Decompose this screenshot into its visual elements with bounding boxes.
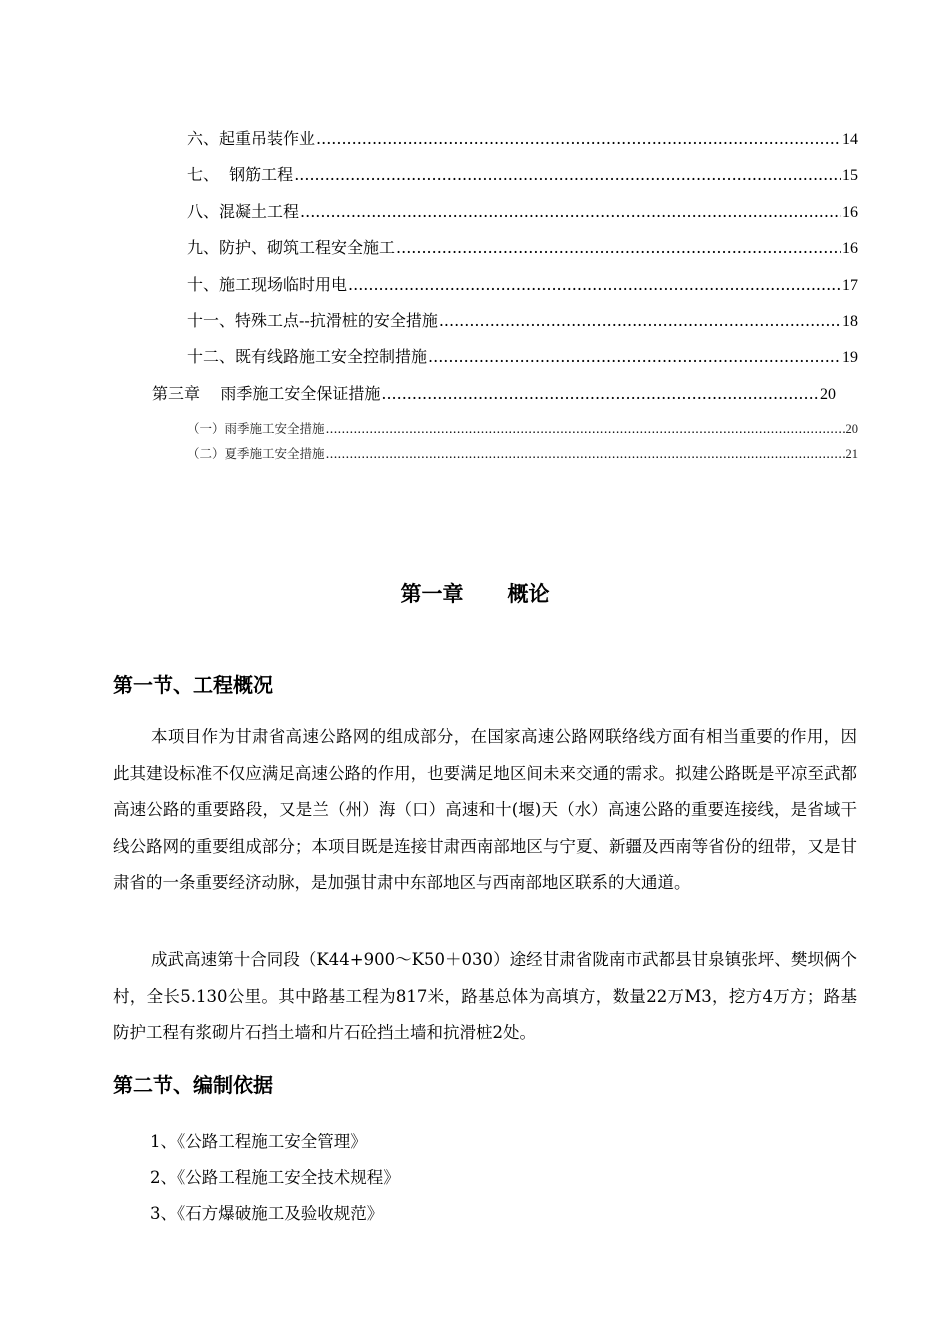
toc-entry[interactable] <box>187 308 858 331</box>
toc-entry-page: 16 <box>842 204 858 221</box>
toc-entry-title: 八、混凝土工程 <box>187 202 300 221</box>
toc-chapter-title: 第三章 雨季施工安全保证措施 <box>152 384 381 403</box>
toc-chapter-page: 20 <box>820 386 836 403</box>
toc-leader-dots <box>439 311 841 330</box>
toc-leader-dots <box>294 165 841 184</box>
toc-entry-title: 九、防护、砌筑工程安全施工 <box>187 238 396 257</box>
toc-entry-title: 六、起重吊装作业 <box>187 129 316 148</box>
list-item: 1、《公路工程施工安全管理》 <box>150 1132 367 1151</box>
toc-chapter-entry[interactable] <box>152 381 836 404</box>
chapter-number: 第一章 <box>400 582 464 606</box>
paragraph-contract-section: 成武高速第十合同段（K44+900～K50＋030）途经甘肃省陇南市武都县甘泉镇张坪、樊坝俩个村，全长5.130公里。其中路基工程为817米，路基总体为高填方，数量22万M3，挖方4万方；路基防护工程有浆砌片石挡土墙和片石砼挡土墙和抗滑桩2处。 <box>113 950 857 1042</box>
chapter-heading <box>0 578 950 608</box>
toc-sub-entry-page: 21 <box>845 447 858 461</box>
toc-leader-dots <box>316 129 841 148</box>
toc-entry[interactable] <box>187 126 858 149</box>
toc-entry[interactable] <box>187 272 858 295</box>
toc-leader-dots <box>428 347 841 366</box>
toc-leader-dots <box>326 421 845 436</box>
section-heading-overview: 第一节、工程概况 <box>113 673 273 697</box>
toc-entry-page: 19 <box>842 349 858 366</box>
toc-sub-entry-title: （一）雨季施工安全措施 <box>187 421 325 436</box>
toc-entry-title: 十一、特殊工点--抗滑桩的安全措施 <box>187 311 438 330</box>
toc-entry-title: 七、 钢筋工程 <box>187 165 294 184</box>
toc-sub-entry[interactable] <box>187 419 858 437</box>
toc-leader-dots <box>348 275 841 294</box>
toc-leader-dots <box>381 384 819 403</box>
toc-sub-entry-title: （二）夏季施工安全措施 <box>187 446 325 461</box>
toc-entry-page: 15 <box>842 167 858 184</box>
toc-entry[interactable] <box>187 162 858 185</box>
toc-entry[interactable] <box>187 235 858 258</box>
toc-entry-page: 17 <box>842 277 858 294</box>
toc-leader-dots <box>300 202 841 221</box>
toc-sub-entry[interactable] <box>187 444 858 462</box>
toc-entry-title: 十二、既有线路施工安全控制措施 <box>187 347 428 366</box>
toc-entry[interactable] <box>187 199 858 222</box>
chapter-name: 概论 <box>507 582 550 606</box>
paragraph-project-overview: 本项目作为甘肃省高速公路网的组成部分，在国家高速公路网联络线方面有相当重要的作用，因此其建设标准不仅应满足高速公路的作用，也要满足地区间未来交通的需求。拟建公路既是平凉至武都高速公路的重要路段，又是兰（州）海（口）高速和十(堰)天（水）高速公路的重要连接线，是省域干线公路网的重要组成部分；本项目既是连接甘肃西南部地区与宁夏、新疆及西南等省份的纽带，又是甘肃省的一条重要经济动脉，是加强甘肃中东部地区与西南部地区联系的大通道。 <box>113 727 857 892</box>
toc-entry-page: 16 <box>842 240 858 257</box>
toc-entry[interactable] <box>187 344 858 367</box>
toc-entry-page: 14 <box>842 131 858 148</box>
toc-entry-page: 18 <box>842 313 858 330</box>
toc-sub-entry-page: 20 <box>845 422 858 436</box>
toc-entry-title: 十、施工现场临时用电 <box>187 275 348 294</box>
list-item: 2、《公路工程施工安全技术规程》 <box>150 1168 400 1187</box>
toc-leader-dots <box>396 238 841 257</box>
list-item: 3、《石方爆破施工及验收规范》 <box>150 1204 384 1223</box>
section-heading-basis: 第二节、编制依据 <box>113 1073 273 1097</box>
toc-leader-dots <box>326 446 845 461</box>
